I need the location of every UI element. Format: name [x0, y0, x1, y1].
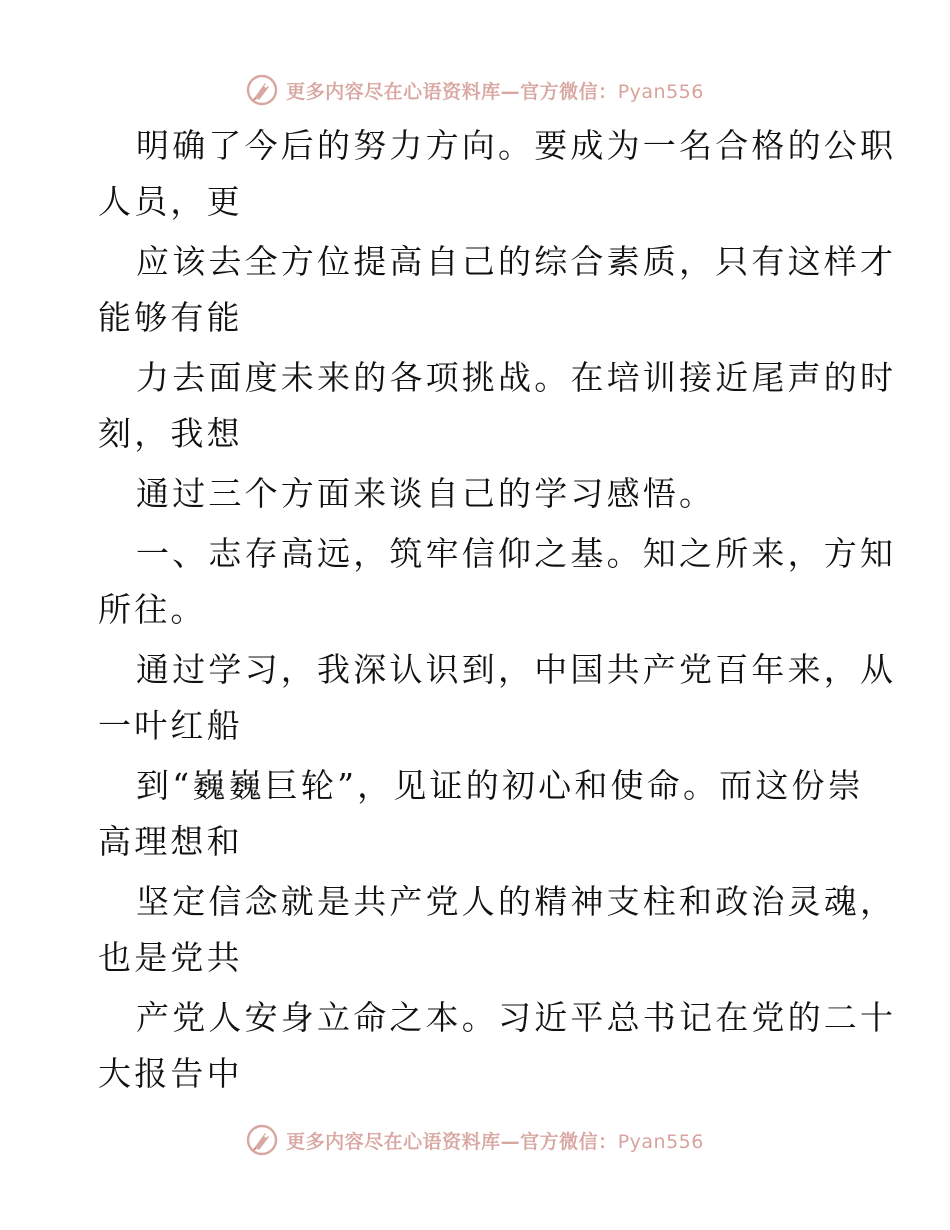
watermark-brand: 更多内容尽在心语资料库: [286, 80, 501, 103]
pen-nib-logo-icon: [246, 74, 278, 106]
watermark-brand: 更多内容尽在心语资料库: [286, 1130, 501, 1153]
paragraph-line: 人员，更: [98, 182, 243, 221]
paragraph-line: 能够有能: [98, 298, 243, 337]
paragraph: [98, 234, 897, 346]
header-watermark-banner: [0, 70, 950, 110]
paragraph-line: 产党人安身立命之本。习近平总书记在党的二十: [136, 998, 897, 1037]
paragraph: [98, 642, 897, 754]
paragraph-line: 通过三个方面来谈自己的学习感悟。: [136, 474, 716, 513]
paragraph: [98, 350, 897, 462]
paragraph: [98, 466, 858, 522]
paragraph-line: 应该去全方位提高自己的综合素质，只有这样才: [136, 242, 897, 281]
watermark-text: [286, 1127, 704, 1154]
paragraph-line: 也是党共: [98, 938, 243, 977]
paragraph-line: 到“巍巍巨轮”，见证的初心和使命。而这份崇: [136, 766, 864, 805]
paragraph: [98, 526, 897, 638]
paragraph-line: 坚定信念就是共产党人的精神支柱和政治灵魂，: [136, 882, 897, 921]
watermark-text: [286, 77, 704, 104]
footer-watermark-banner: [0, 1120, 950, 1160]
document-body: [98, 118, 897, 1106]
watermark-separator: —: [500, 80, 521, 103]
paragraph-line: 力去面度未来的各项挑战。在培训接近尾声的时: [136, 358, 897, 397]
watermark-wechat-label: 官方微信：: [520, 80, 618, 103]
watermark-wechat-label: 官方微信：: [520, 1130, 618, 1153]
watermark-wechat-account: Pyan556: [617, 80, 704, 103]
paragraph-line: 大报告中: [98, 1054, 243, 1093]
paragraph: [98, 874, 897, 986]
paragraph-line: 通过学习，我深认识到，中国共产党百年来，从: [136, 650, 897, 689]
watermark-separator: —: [500, 1130, 521, 1153]
pen-nib-logo-icon: [246, 1124, 278, 1156]
paragraph: [98, 118, 897, 230]
paragraph: [98, 990, 897, 1102]
paragraph-line: 一、志存高远，筑牢信仰之基。知之所来，方知: [136, 534, 897, 573]
paragraph-line: 所往。: [98, 590, 207, 629]
paragraph-line: 一叶红船: [98, 706, 243, 745]
paragraph-line: 高理想和: [98, 822, 243, 861]
paragraph: [98, 758, 864, 870]
watermark-wechat-account: Pyan556: [617, 1130, 704, 1153]
paragraph-line: 刻，我想: [98, 414, 243, 453]
paragraph-line: 明确了今后的努力方向。要成为一名合格的公职: [136, 126, 897, 165]
